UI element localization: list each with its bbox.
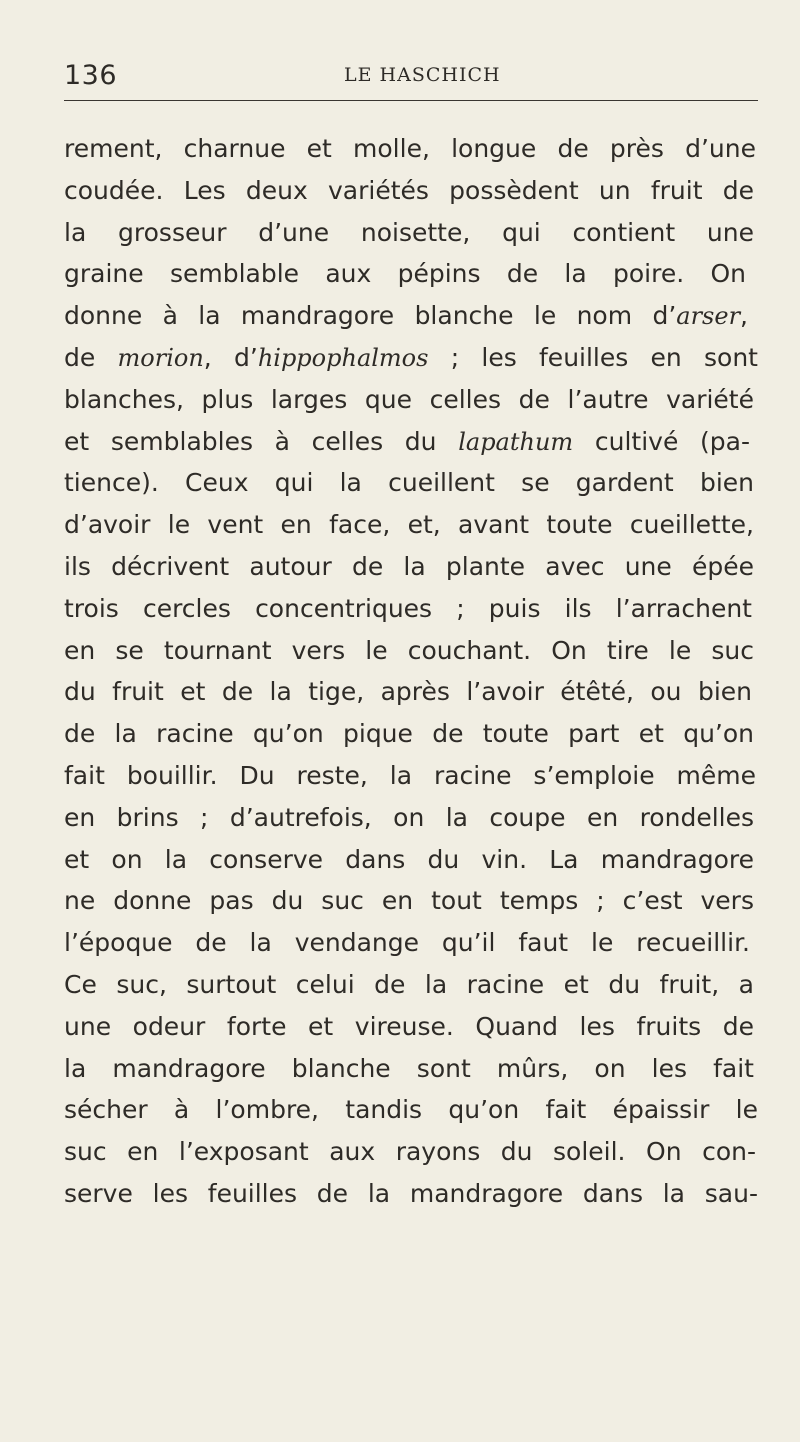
text-line: la mandragore blanche sont mûrs, on les fait: [64, 1053, 754, 1083]
text-line: tience). Ceux qui la cueillent se gardent bien: [64, 468, 754, 498]
text-line: en se tournant vers le couchant. On tire le suc: [64, 635, 754, 665]
page-header: [64, 60, 760, 94]
text-line: sécher à l’ombre, tandis qu’on fait épaissir le: [64, 1095, 758, 1125]
text-run: et semblables à celles du: [64, 426, 459, 456]
text-run: ; les feuilles en sont: [428, 342, 758, 372]
italic-term: arser: [676, 302, 741, 331]
text-line: suc en l’exposant aux rayons du soleil. On con-: [64, 1137, 756, 1167]
text-line: l’époque de la vendange qu’il faut le recueillir.: [64, 928, 750, 958]
text-line: rement, charnue et molle, longue de près d’une: [64, 134, 756, 163]
italic-term: hippophalmos: [257, 343, 429, 372]
header-rule: [64, 100, 758, 101]
text-line: coudée. Les deux variétés possèdent un fruit de: [64, 175, 754, 205]
italic-term: lapathum: [458, 427, 574, 456]
text-line: graine semblable aux pépins de la poire. On: [64, 259, 746, 289]
text-line: d’avoir le vent en face, et, avant toute cueillette,: [64, 510, 754, 540]
text-run: cultivé (pa-: [573, 426, 750, 456]
page-number: 136: [64, 60, 118, 91]
text-line: [64, 337, 758, 379]
text-line: et on la conserve dans du vin. La mandragore: [64, 844, 754, 874]
text-line: trois cercles concentriques ; puis ils l’arrachent: [64, 593, 752, 623]
text-run: , d’: [203, 342, 258, 372]
text-line: la grosseur d’une noisette, qui contient une: [64, 217, 754, 247]
text-line: du fruit et de la tige, après l’avoir étêté, ou bien: [64, 677, 752, 707]
text-line: en brins ; d’autrefois, on la coupe en rondelles: [64, 802, 754, 832]
text-run: ,: [740, 301, 748, 331]
text-line: ne donne pas du suc en tout temps ; c’est vers: [64, 886, 754, 916]
text-line: [64, 295, 748, 337]
italic-term: morion: [117, 343, 204, 372]
text-line: fait bouillir. Du reste, la racine s’emploie même: [64, 760, 756, 790]
running-title: LE HASCHICH: [344, 64, 501, 86]
text-line: ils décrivent autour de la plante avec une épée: [64, 551, 754, 581]
text-line: blanches, plus larges que celles de l’autre variété: [64, 384, 754, 414]
text-line: serve les feuilles de la mandragore dans la sau-: [64, 1178, 758, 1208]
body-text: [64, 128, 764, 1215]
text-line: [64, 421, 750, 463]
text-line: une odeur forte et vireuse. Quand les fruits de: [64, 1011, 754, 1041]
text-run: de: [64, 342, 118, 372]
text-run: donne à la mandragore blanche le nom d’: [64, 301, 677, 331]
text-line: de la racine qu’on pique de toute part et qu’on: [64, 719, 754, 749]
text-line: Ce suc, surtout celui de la racine et du fruit, a: [64, 969, 754, 999]
